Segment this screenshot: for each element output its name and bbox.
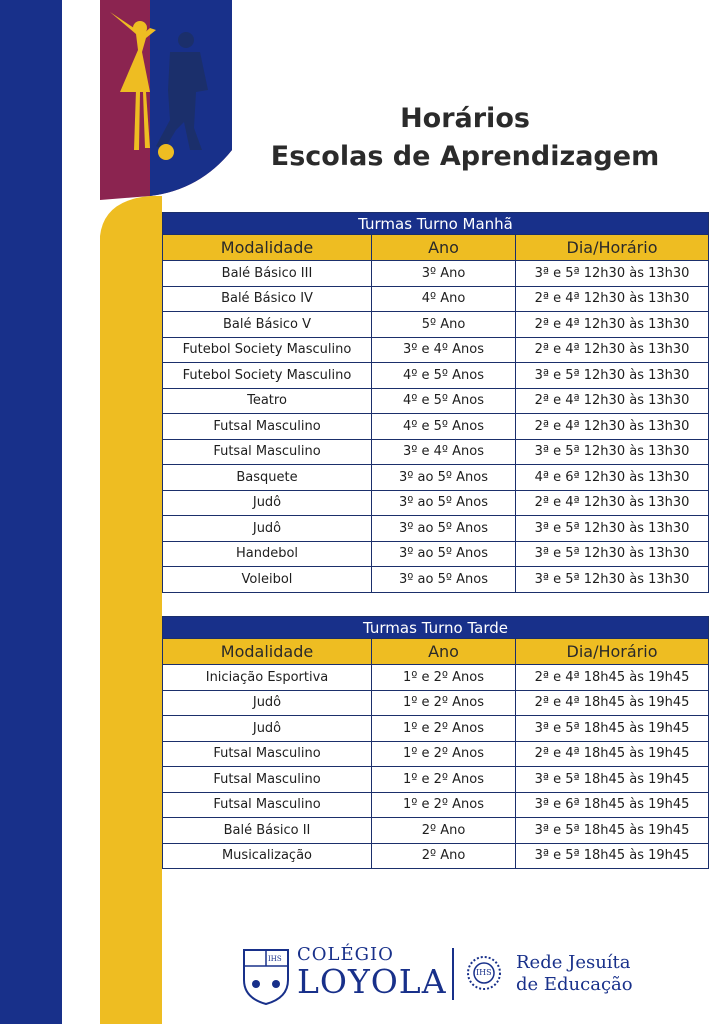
- logo-rede-jesuita: Rede Jesuíta: [516, 952, 631, 973]
- table-row: [163, 767, 709, 793]
- cell-dia-horario: 3ª e 5ª 18h45 às 19h45: [516, 843, 709, 869]
- cell-modalidade: Futsal Masculino: [163, 792, 372, 818]
- cell-dia-horario: 3ª e 5ª 12h30 às 13h30: [516, 567, 709, 593]
- cell-modalidade: Futsal Masculino: [163, 414, 372, 440]
- cell-modalidade: Futsal Masculino: [163, 767, 372, 793]
- title-line-2: Escolas de Aprendizagem: [270, 141, 660, 172]
- cell-dia-horario: 2ª e 4ª 18h45 às 19h45: [516, 741, 709, 767]
- table-row: [163, 261, 709, 287]
- cell-dia-horario: 3ª e 5ª 18h45 às 19h45: [516, 716, 709, 742]
- cell-dia-horario: 2ª e 4ª 12h30 às 13h30: [516, 286, 709, 312]
- table-row: [163, 792, 709, 818]
- cell-ano: 4º e 5º Anos: [372, 363, 516, 389]
- cell-modalidade: Futebol Society Masculino: [163, 363, 372, 389]
- cell-ano: 4º Ano: [372, 286, 516, 312]
- cell-ano: 1º e 2º Anos: [372, 741, 516, 767]
- table-row: [163, 363, 709, 389]
- table-row: [163, 465, 709, 491]
- logo-de-educacao: de Educação: [516, 974, 633, 995]
- cell-modalidade: Basquete: [163, 465, 372, 491]
- table-row: [163, 414, 709, 440]
- table-row: [163, 541, 709, 567]
- cell-ano: 3º ao 5º Anos: [372, 516, 516, 542]
- logo-colegio: COLÉGIO: [297, 944, 394, 965]
- cell-ano: 2º Ano: [372, 843, 516, 869]
- column-header-ano: Ano: [372, 639, 516, 665]
- cell-dia-horario: 3ª e 6ª 18h45 às 19h45: [516, 792, 709, 818]
- table-row: [163, 439, 709, 465]
- cell-modalidade: Balé Básico II: [163, 818, 372, 844]
- cell-modalidade: Futsal Masculino: [163, 439, 372, 465]
- cell-dia-horario: 3ª e 5ª 12h30 às 13h30: [516, 261, 709, 287]
- table-row: [163, 312, 709, 338]
- cell-dia-horario: 4ª e 6ª 12h30 às 13h30: [516, 465, 709, 491]
- sun-ihs-label: IHS: [476, 968, 492, 977]
- cell-modalidade: Musicalização: [163, 843, 372, 869]
- cell-dia-horario: 2ª e 4ª 18h45 às 19h45: [516, 690, 709, 716]
- cell-modalidade: Judô: [163, 516, 372, 542]
- cell-dia-horario: 2ª e 4ª 12h30 às 13h30: [516, 312, 709, 338]
- cell-dia-horario: 3ª e 5ª 12h30 às 13h30: [516, 363, 709, 389]
- column-header-dia-horario: Dia/Horário: [516, 639, 709, 665]
- afternoon-caption: Turmas Turno Tarde: [163, 617, 709, 639]
- cell-ano: 1º e 2º Anos: [372, 767, 516, 793]
- cell-ano: 4º e 5º Anos: [372, 414, 516, 440]
- cell-dia-horario: 3ª e 5ª 12h30 às 13h30: [516, 541, 709, 567]
- table-row: [163, 516, 709, 542]
- cell-dia-horario: 2ª e 4ª 12h30 às 13h30: [516, 388, 709, 414]
- cell-modalidade: Voleibol: [163, 567, 372, 593]
- table-row: [163, 286, 709, 312]
- table-row: [163, 843, 709, 869]
- cell-ano: 3º ao 5º Anos: [372, 567, 516, 593]
- cell-ano: 2º Ano: [372, 818, 516, 844]
- table-row: [163, 690, 709, 716]
- logo-loyola: LOYOLA: [297, 962, 447, 1001]
- cell-ano: 1º e 2º Anos: [372, 690, 516, 716]
- logo-divider: [452, 948, 454, 1000]
- table-row: [163, 741, 709, 767]
- table-row: [163, 665, 709, 691]
- table-row: [163, 388, 709, 414]
- cell-modalidade: Balé Básico III: [163, 261, 372, 287]
- cell-modalidade: Futebol Society Masculino: [163, 337, 372, 363]
- cell-ano: 5º Ano: [372, 312, 516, 338]
- table-row: [163, 716, 709, 742]
- morning-schedule-table: [162, 212, 709, 593]
- table-row: [163, 490, 709, 516]
- cell-dia-horario: 3ª e 5ª 12h30 às 13h30: [516, 439, 709, 465]
- cell-modalidade: Handebol: [163, 541, 372, 567]
- column-header-ano: Ano: [372, 235, 516, 261]
- cell-ano: 1º e 2º Anos: [372, 792, 516, 818]
- cell-modalidade: Judô: [163, 716, 372, 742]
- column-header-modalidade: Modalidade: [163, 639, 372, 665]
- cell-dia-horario: 2ª e 4ª 12h30 às 13h30: [516, 414, 709, 440]
- cell-ano: 3º ao 5º Anos: [372, 541, 516, 567]
- morning-caption: Turmas Turno Manhã: [163, 213, 709, 235]
- cell-ano: 3º Ano: [372, 261, 516, 287]
- cell-dia-horario: 2ª e 4ª 18h45 às 19h45: [516, 665, 709, 691]
- cell-dia-horario: 2ª e 4ª 12h30 às 13h30: [516, 490, 709, 516]
- column-header-modalidade: Modalidade: [163, 235, 372, 261]
- cell-dia-horario: 3ª e 5ª 18h45 às 19h45: [516, 767, 709, 793]
- cell-modalidade: Iniciação Esportiva: [163, 665, 372, 691]
- page-title: [230, 100, 700, 176]
- cell-ano: 3º ao 5º Anos: [372, 465, 516, 491]
- cell-ano: 3º e 4º Anos: [372, 439, 516, 465]
- cell-modalidade: Judô: [163, 490, 372, 516]
- cell-ano: 3º ao 5º Anos: [372, 490, 516, 516]
- cell-modalidade: Futsal Masculino: [163, 741, 372, 767]
- table-row: [163, 567, 709, 593]
- column-header-dia-horario: Dia/Horário: [516, 235, 709, 261]
- cell-ano: 1º e 2º Anos: [372, 665, 516, 691]
- cell-modalidade: Teatro: [163, 388, 372, 414]
- cell-dia-horario: 3ª e 5ª 18h45 às 19h45: [516, 818, 709, 844]
- cell-ano: 4º e 5º Anos: [372, 388, 516, 414]
- title-line-1: Horários: [400, 103, 530, 134]
- cell-modalidade: Balé Básico V: [163, 312, 372, 338]
- cell-modalidade: Balé Básico IV: [163, 286, 372, 312]
- table-row: [163, 337, 709, 363]
- crest-ihs-label: IHS: [268, 955, 282, 963]
- cell-dia-horario: 2ª e 4ª 12h30 às 13h30: [516, 337, 709, 363]
- cell-dia-horario: 3ª e 5ª 12h30 às 13h30: [516, 516, 709, 542]
- afternoon-schedule-table: [162, 616, 709, 869]
- cell-ano: 1º e 2º Anos: [372, 716, 516, 742]
- cell-modalidade: Judô: [163, 690, 372, 716]
- table-row: [163, 818, 709, 844]
- cell-ano: 3º e 4º Anos: [372, 337, 516, 363]
